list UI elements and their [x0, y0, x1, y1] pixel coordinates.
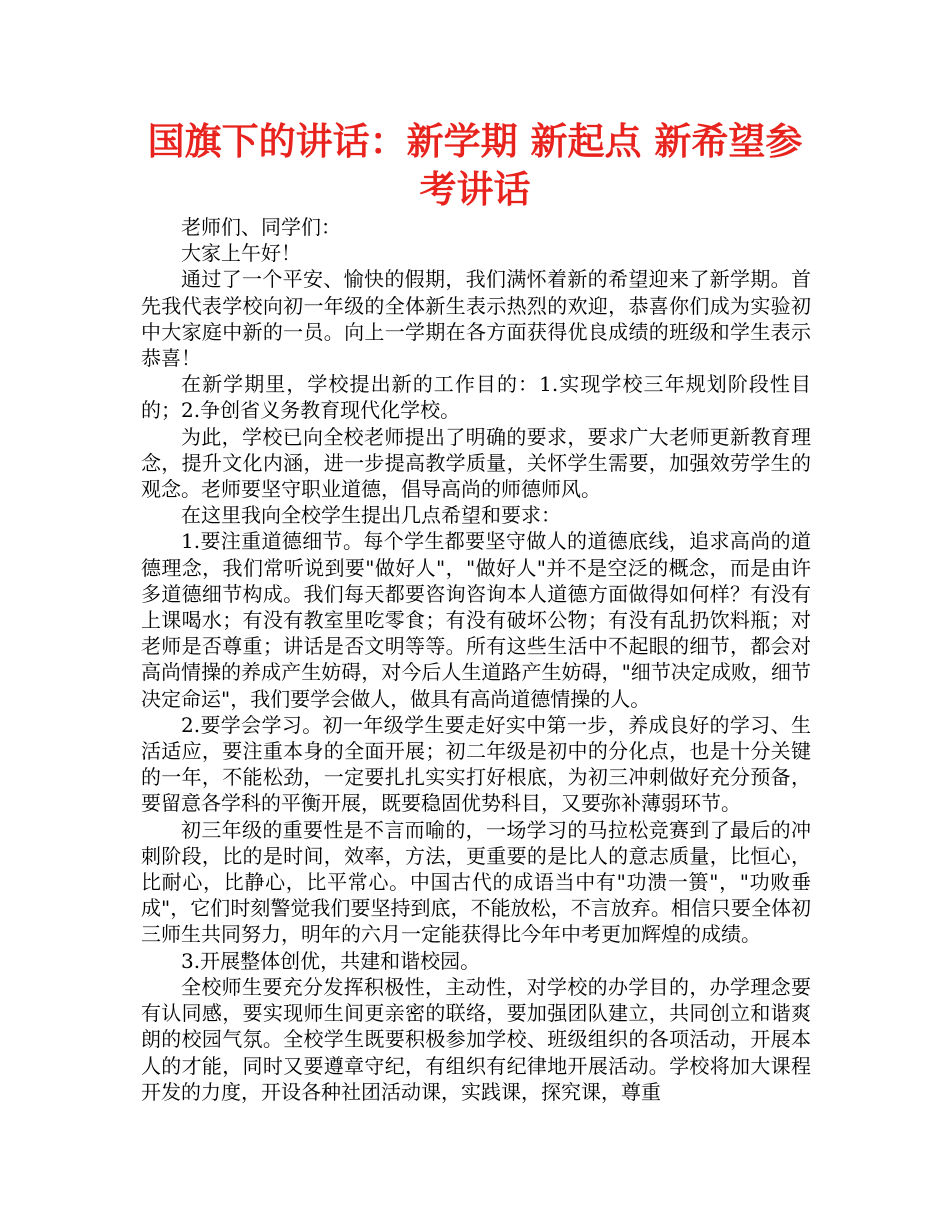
body-paragraph: 通过了一个平安、愉快的假期，我们满怀着新的希望迎来了新学期。首先我代表学校向初一年级的全体新生表示热烈的欢迎，恭喜你们成为实验初中大家庭中新的一员。向上一学期在各方面获得优良成绩的班级和学生表示恭喜！ [141, 267, 811, 371]
body-paragraph: 在这里我向全校学生提出几点希望和要求： [181, 503, 561, 528]
body-paragraph: 3.开展整体创优，共建和谐校园。 [181, 948, 481, 973]
body-paragraph: 2.要学会学习。初一年级学生要走好实中第一步，养成良好的学习、生活适应，要注重本身的全面开展；初二年级是初中的分化点，也是十分关键的一年，不能松劲，一定要扎扎实实打好根底，为初三冲刺做好充分预备，要留意各学科的平衡开展，既要稳固优势科目，又要弥补薄弱环节。 [141, 712, 811, 816]
body-paragraph: 初三年级的重要性是不言而喻的，一场学习的马拉松竞赛到了最后的冲刺阶段，比的是时间，效率，方法，更重要的是比人的意志质量，比恒心，比耐心，比静心，比平常心。中国古代的成语当中有"功溃一篑"，"功败垂成"，它们时刻警觉我们要坚持到底，不能放松，不言放弃。相信只要全体初三师生共同努力，明年的六月一定能获得比今年中考更加辉煌的成绩。 [141, 817, 811, 947]
body-paragraph: 1.要注重道德细节。每个学生都要坚守做人的道德底线，追求高尚的道德理念，我们常听说到要"做好人"，"做好人"并不是空泛的概念，而是由许多道德细节构成。我们每天都要咨询咨询本人道德方面做得如何样？有没有上课喝水；有没有教室里吃零食；有没有破坏公物；有没有乱扔饮料瓶；对老师是否尊重；讲话是否文明等等。所有这些生活中不起眼的细节，都会对高尚情操的养成产生妨碍，对今后人生道路产生妨碍，"细节决定成败，细节决定命运"，我们要学会做人，做具有高尚道德情操的人。 [141, 529, 811, 711]
greeting-paragraph: 大家上午好！ [181, 241, 301, 266]
greeting-paragraph: 老师们、同学们： [181, 215, 341, 239]
document-body [141, 214, 811, 1105]
body-paragraph: 在新学期里，学校提出新的工作目的：1.实现学校三年规划阶段性目的；2.争创省义务教育现代化学校。 [141, 372, 811, 423]
page-title: 国旗下的讲话：新学期 新起点 新希望参考讲话 [147, 120, 803, 211]
body-paragraph: 为此，学校已向全校老师提出了明确的要求，要求广大老师更新教育理念，提升文化内涵，进一步提高教学质量，关怀学生需要，加强效劳学生的观念。老师要坚守职业道德，倡导高尚的师德师风。 [141, 424, 811, 502]
body-paragraph: 全校师生要充分发挥积极性，主动性，对学校的办学目的，办学理念要有认同感，要实现师生间更亲密的联络，要加强团队建立，共同创立和谐爽朗的校园气氛。全校学生既要积极参加学校、班级组织的各项活动，开展本人的才能，同时又要遵章守纪，有组织有纪律地开展活动。学校将加大课程开发的力度，开设各种社团活动课，实践课，探究课，尊重 [141, 974, 811, 1104]
